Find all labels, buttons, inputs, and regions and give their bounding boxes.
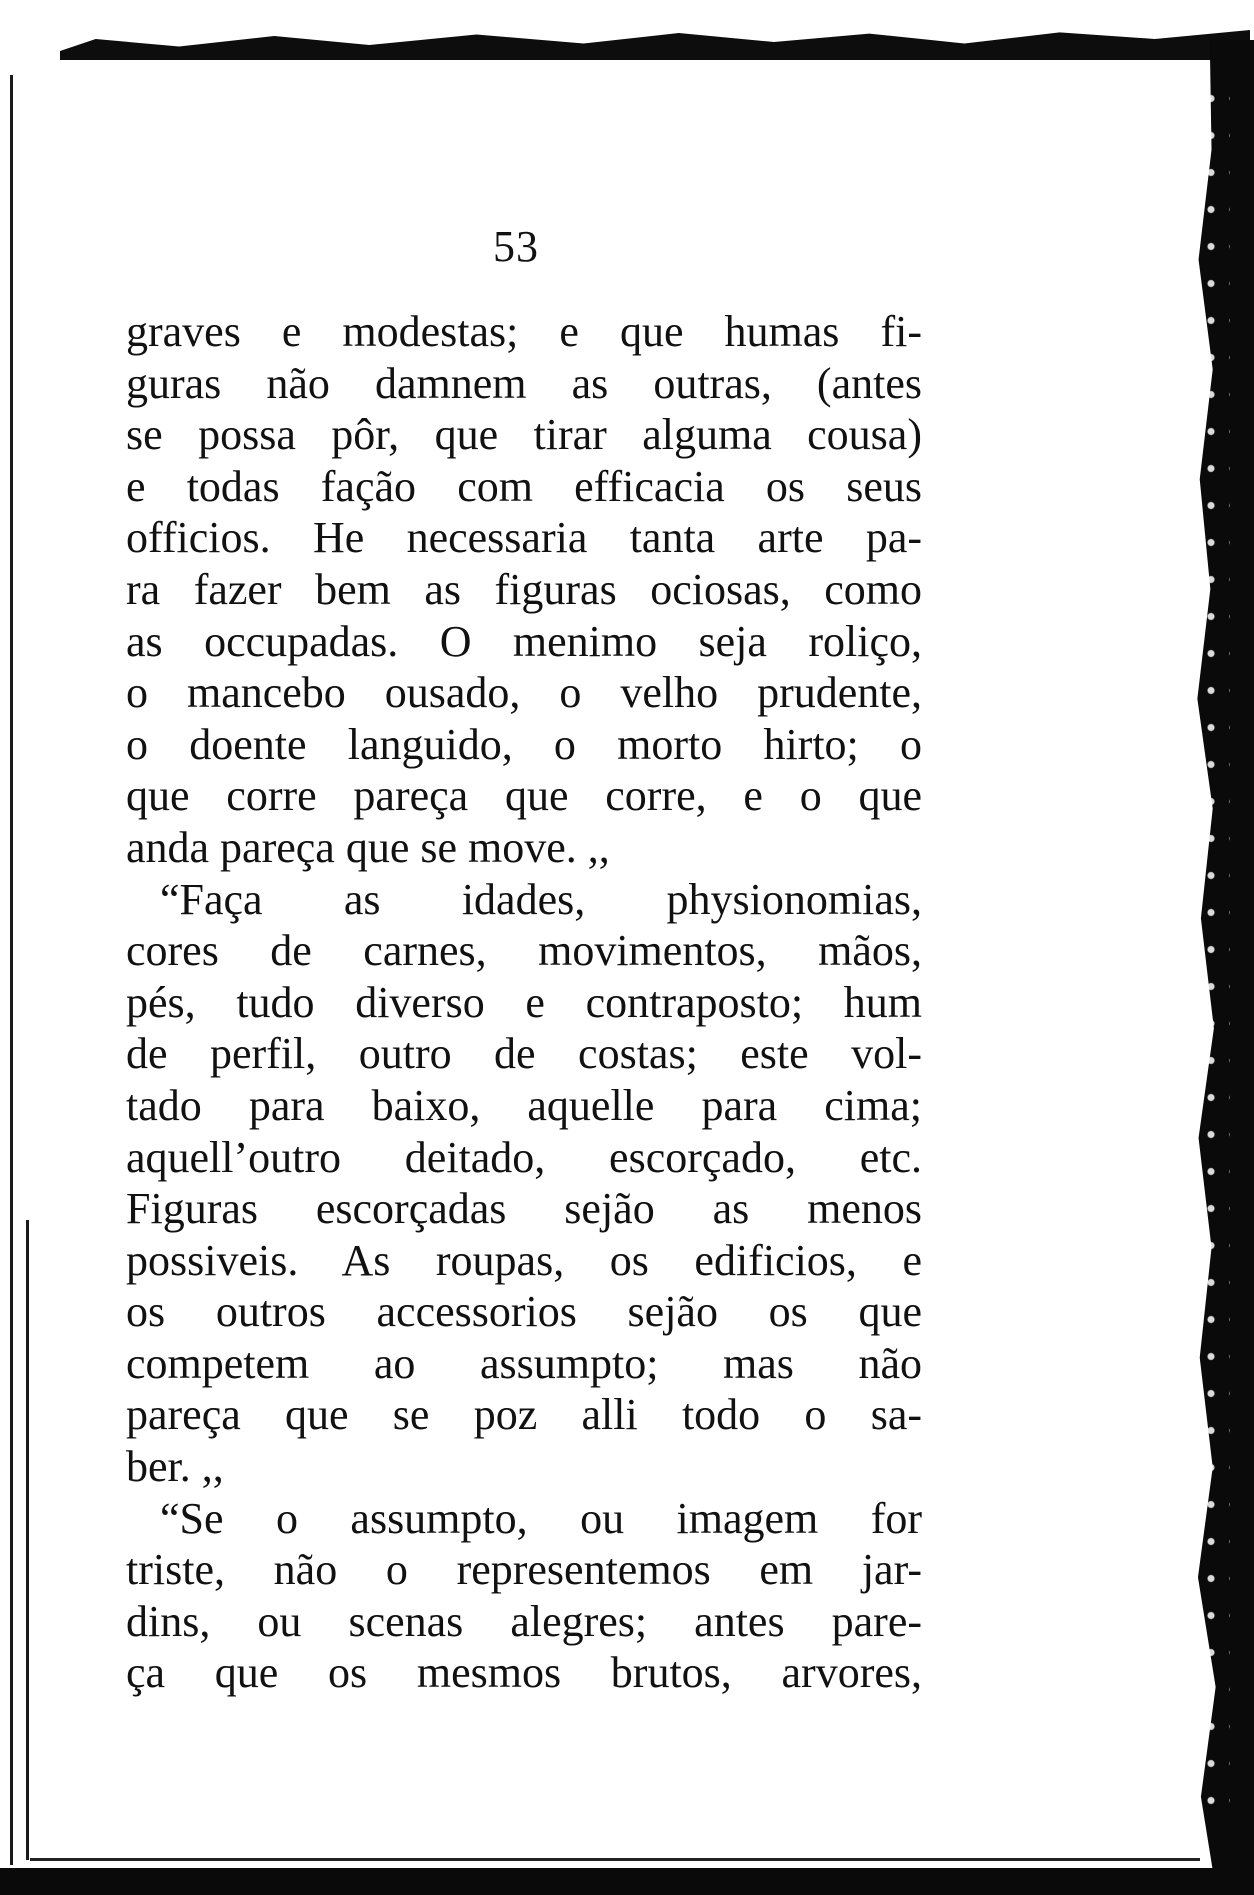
text-line: se possa pôr, que tirar alguma cousa) [126,410,922,460]
text-line: “Se o assumpto, ou imagem for [160,1493,922,1543]
scan-bottom-rule [30,1858,1200,1861]
text-line: “Faça as idades, physionomias, [160,874,922,924]
scan-border-right-speckle [1200,80,1230,1830]
text-line: cores de carnes, movimentos, mãos, [126,926,922,976]
text-line: o mancebo ousado, o velho prudente, [126,668,922,718]
scan-left-edge-inner [26,1220,29,1860]
text-line: officios. He necessaria tanta arte pa- [126,513,922,563]
page-number: 53 [493,222,539,271]
text-line: dins, ou scenas alegres; antes pare- [126,1596,922,1646]
text-line: graves e modestas; e que humas fi- [126,307,922,356]
text-line: ça que os mesmos brutos, arvores, [126,1648,922,1698]
text-line: ra fazer bem as figuras ociosas, como [126,564,922,614]
text-line: Figuras escorçadas sejão as menos [126,1184,922,1234]
text-line: competem ao assumpto; mas não [126,1338,922,1388]
text-line: tado para baixo, aquelle para cima; [126,1080,922,1130]
body-text [126,306,922,1699]
scan-left-edge [10,75,13,1865]
text-line: e todas fação com efficacia os seus [126,461,922,511]
scan-border-top [60,30,1250,60]
text-line: pés, tudo diverso e contraposto; hum [126,977,922,1027]
text-line: os outros accessorios sejão os que [126,1287,922,1337]
scan-border-bottom [0,1868,1254,1895]
text-line: anda pareça que se move. ,, [126,822,610,872]
text-line: de perfil, outro de costas; este vol- [126,1029,922,1079]
text-line: ber. ,, [126,1442,224,1492]
text-line: o doente languido, o morto hirto; o [126,719,922,769]
text-line: aquell’outro deitado, escorçado, etc. [126,1132,922,1182]
text-line: possiveis. As roupas, os edificios, e [126,1235,922,1285]
text-line: que corre pareça que corre, e o que [126,771,922,821]
text-line: triste, não o representemos em jar- [126,1545,922,1595]
text-line: guras não damnem as outras, (antes [126,358,922,408]
text-line: pareça que se poz alli todo o sa- [126,1390,922,1440]
text-line: as occupadas. O menimo seja roliço, [126,616,922,666]
